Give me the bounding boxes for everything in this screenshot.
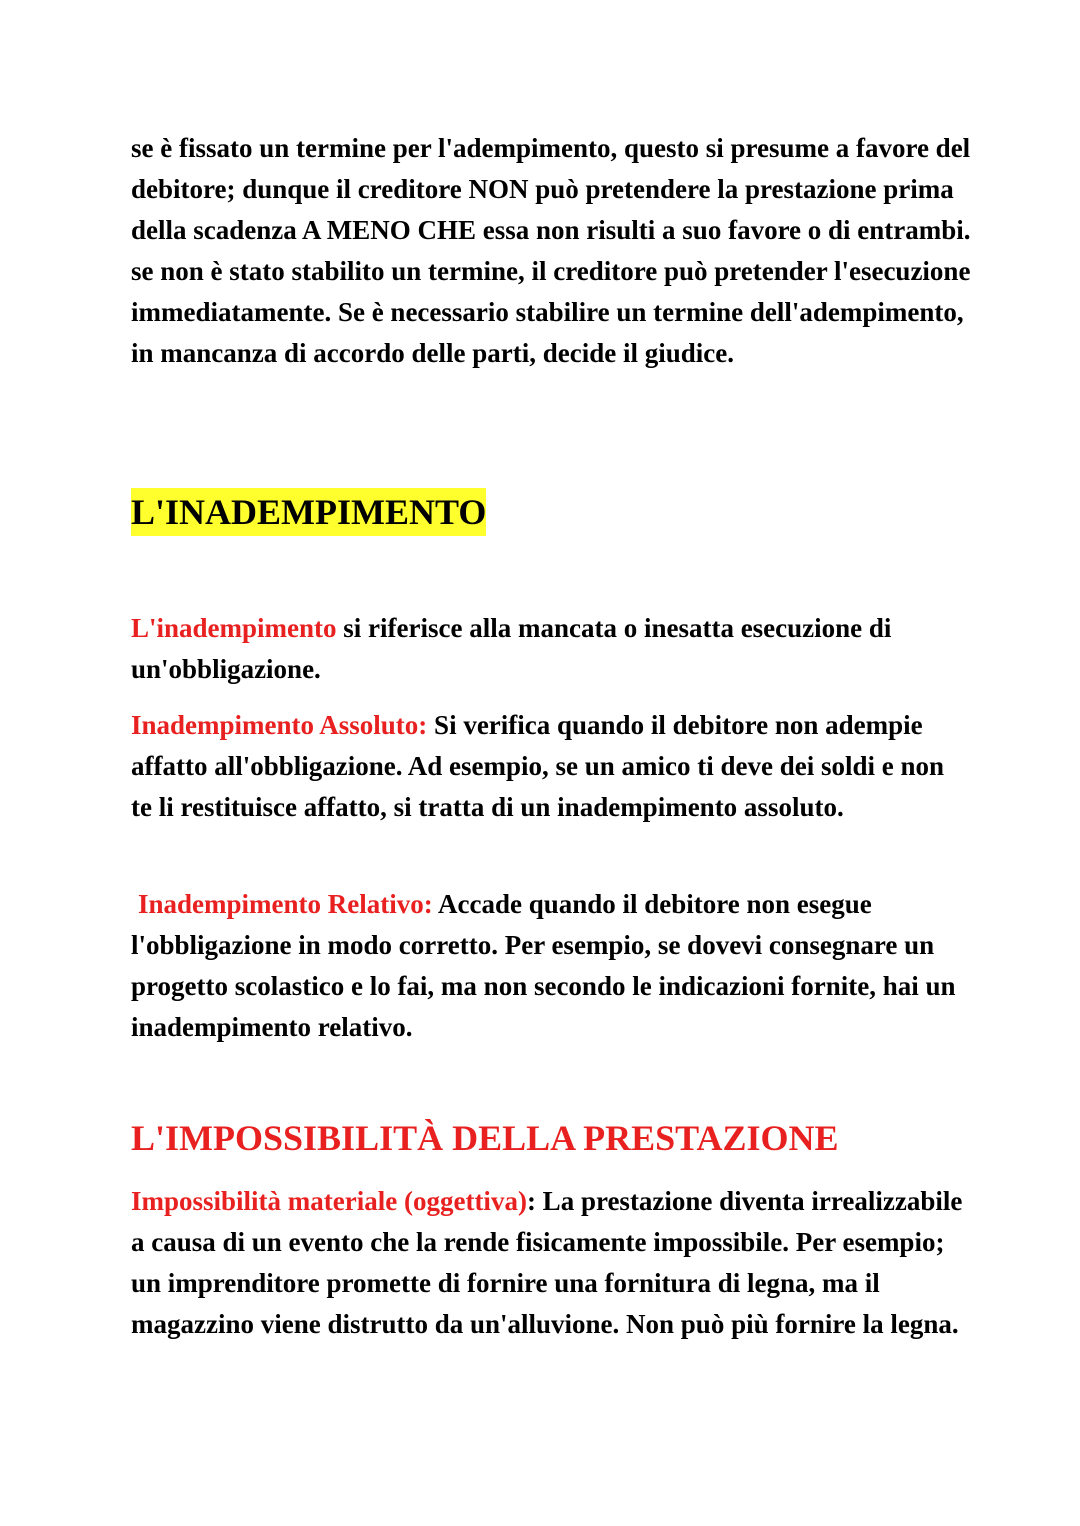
assoluto-term: Inadempimento Assoluto: — [131, 710, 428, 740]
heading-inadempimento: L'INADEMPIMENTO — [131, 488, 486, 536]
relativo-text: Accade quando il debitore non esegue l'obbligazione in modo corretto. Per esempio, se dovevi consegnare un progetto scolastico e lo fai, ma non secondo le indicazioni fornite, hai un inadempimento relativo. — [131, 889, 956, 1042]
materiale-paragraph — [131, 1181, 971, 1345]
definition-paragraph — [131, 608, 971, 690]
relativo-term: Inadempimento Relativo: — [138, 889, 433, 919]
assoluto-text: Si verifica quando il debitore non adempie affatto all'obbligazione. Ad esempio, se un amico ti deve dei soldi e non te li restituisce affatto, si tratta di un inadempimento assoluto. — [131, 710, 945, 822]
assoluto-paragraph — [131, 705, 951, 828]
definition-text: si riferisce alla mancata o inesatta esecuzione di un'obbligazione. — [131, 613, 892, 684]
section-inadempimento — [131, 488, 971, 536]
materiale-term: Impossibilità materiale (oggettiva) — [131, 1186, 527, 1216]
intro-paragraph — [131, 128, 971, 374]
intro-text: se è fissato un termine per l'adempimento, questo si presume a favore del debitore; dunque il creditore NON può pretendere la prestazione prima della scadenza A MENO CHE essa non risulti a suo favore o di entrambi. se non è stato stabilito un termine, il creditore può pretender l'esecuzione immediatamente. Se è necessario stabilire un termine dell'adempimento, in mancanza di accordo delle parti, decide il giudice. — [131, 133, 971, 368]
relativo-paragraph — [131, 884, 971, 1048]
heading-impossibilita: L'IMPOSSIBILITÀ DELLA PRESTAZIONE — [131, 1118, 839, 1158]
materiale-text: : La prestazione diventa irrealizzabile a causa di un evento che la rende fisicamente impossibile. Per esempio; un imprenditore promette di fornire una fornitura di legna, ma il magazzino viene distrutto da un'alluvione. Non può più fornire la legna. — [131, 1186, 963, 1339]
definition-term: L'inadempimento — [131, 613, 337, 643]
